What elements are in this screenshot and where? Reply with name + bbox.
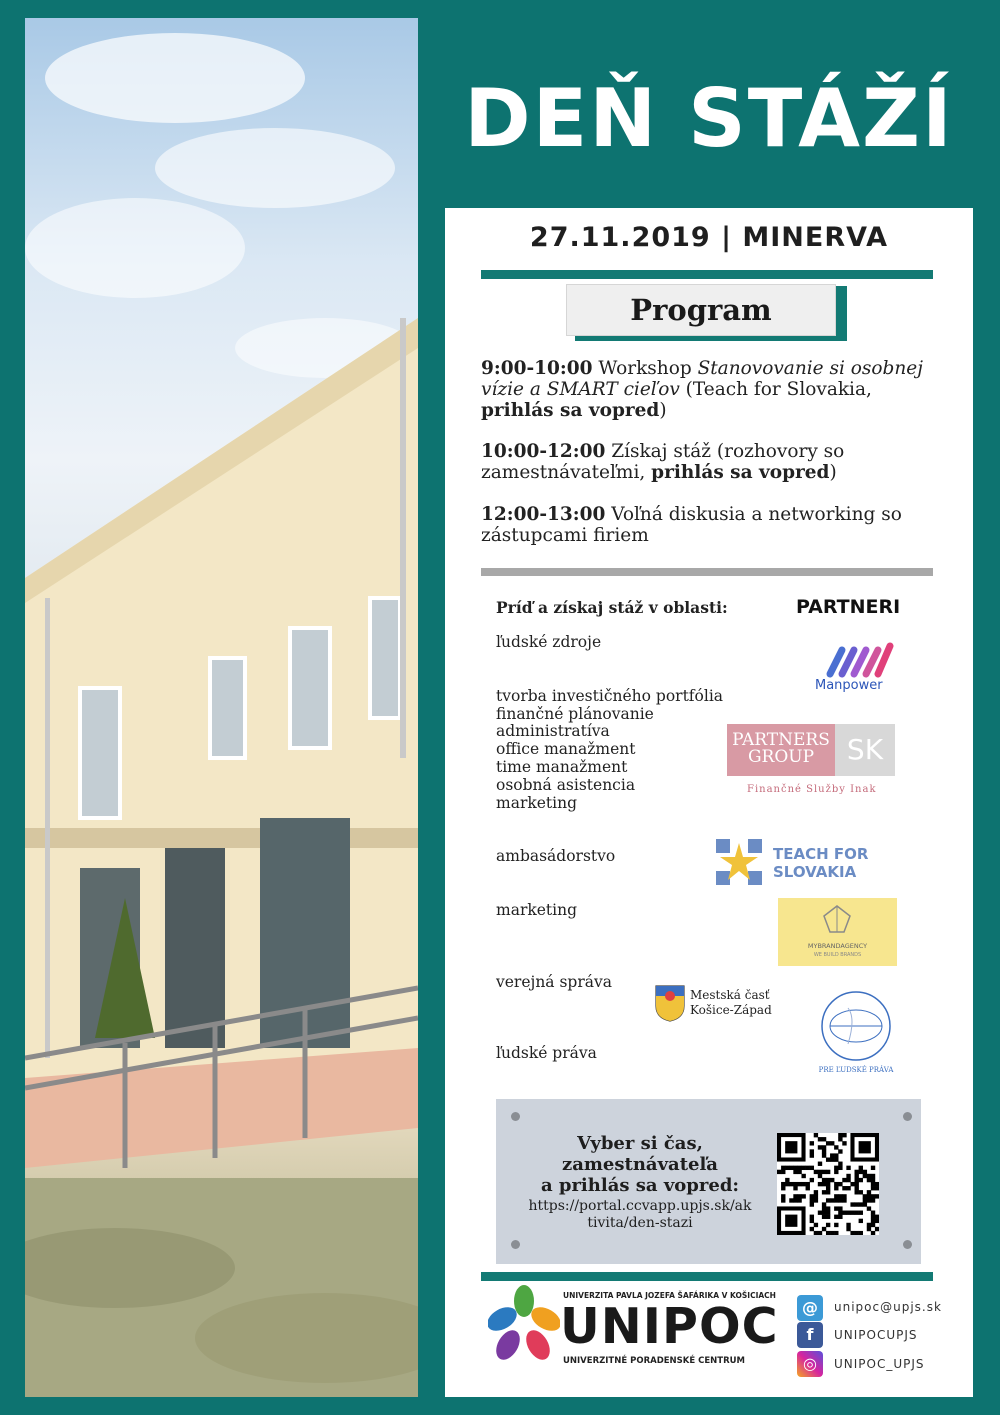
qr-code[interactable] — [777, 1133, 879, 1235]
field-item: verejná správa — [496, 973, 612, 991]
brand-emblem-icon — [778, 898, 897, 938]
teach-for-slovakia-logo: TEACH FOR SLOVAKIA — [714, 837, 874, 889]
pin-dot — [511, 1112, 520, 1121]
page-title: DEŇ STÁŽÍ — [464, 72, 954, 165]
partners-heading: PARTNERI — [796, 596, 901, 618]
field-item: ľudské zdroje — [496, 633, 602, 651]
email-icon: @ — [797, 1295, 823, 1321]
registration-link[interactable]: https://portal.ccvapp.upjs.sk/ak tivita/den-stazi — [528, 1198, 752, 1231]
field-item: ľudské práva — [496, 1044, 597, 1062]
field-item: marketing — [496, 794, 578, 812]
field-item: tvorba investičného portfólia — [496, 687, 724, 705]
human-rights-centre-logo: PRE ĽUDSKÉ PRÁVA — [808, 988, 904, 1078]
field-item: office manažment — [496, 740, 636, 758]
schedule-time: 10:00-12:00 — [481, 441, 606, 462]
field-item: administratíva — [496, 722, 610, 740]
globe-icon — [808, 988, 904, 1064]
schedule-time: 12:00-13:00 — [481, 504, 606, 525]
schedule-time: 9:00-10:00 — [481, 358, 593, 379]
unipoc-wordmark: UNIPOC — [560, 1298, 779, 1355]
divider — [481, 1272, 933, 1281]
pin-dot — [903, 1240, 912, 1249]
date-location: 27.11.2019 | MINERVA — [529, 222, 889, 253]
kosice-zapad-logo: Mestská časť Košice-Západ — [654, 984, 780, 1024]
divider — [481, 568, 933, 576]
coat-of-arms-icon — [654, 984, 686, 1022]
field-item: osobná asistencia — [496, 776, 636, 794]
field-item: ambasádorstvo — [496, 847, 616, 865]
pin-dot — [903, 1112, 912, 1121]
schedule-item-3: 12:00-13:00 Voľná diskusia a networking so zástupcami firiem — [481, 504, 902, 546]
registration-text: Vyber si čas, zamestnávateľa a prihlás sa vopred: https://portal.ccvapp.upjs.sk/ak tivita/den-stazi — [520, 1133, 760, 1232]
mybrandagency-logo: MYBRANDAGENCY WE BUILD BRANDS — [778, 898, 897, 966]
program-label: Program — [566, 284, 836, 336]
field-item: finančné plánovanie — [496, 705, 654, 723]
building-photo — [25, 18, 418, 1397]
qr-code-icon — [777, 1133, 879, 1235]
partners-group-logo: PARTNERS GROUP SK Finančné Služby Inak — [727, 724, 895, 800]
schedule-item-1: 9:00-10:00 Workshop Stanovovanie si osobnej vízie a SMART cieľov (Teach for Slovakia, prihlás sa vopred) — [481, 358, 923, 421]
instagram-icon: ◎ — [797, 1351, 823, 1377]
university-name: UNIVERZITA PAVLA JOZEFA ŠAFÁRIKA V KOŠICIACH — [563, 1291, 776, 1300]
manpower-logo: Manpower — [812, 640, 902, 700]
facebook-icon: f — [797, 1322, 823, 1348]
divider — [481, 270, 933, 279]
manpower-icon — [812, 640, 902, 680]
star-icon — [714, 837, 764, 887]
facebook-link[interactable]: UNIPOCUPJS — [834, 1328, 918, 1342]
unipoc-subtitle: UNIVERZITNÉ PORADENSKÉ CENTRUM — [563, 1356, 746, 1366]
flower-icon — [488, 1283, 560, 1365]
instagram-link[interactable]: UNIPOC_UPJS — [834, 1357, 925, 1371]
pin-dot — [511, 1240, 520, 1249]
unipoc-flower-logo — [488, 1283, 560, 1365]
field-item: marketing — [496, 901, 578, 919]
fields-heading: Príď a získaj stáž v oblasti: — [496, 598, 728, 617]
schedule-item-2: 10:00-12:00 Získaj stáž (rozhovory so zamestnávateľmi, prihlás sa vopred) — [481, 441, 845, 483]
field-item: time manažment — [496, 758, 628, 776]
email-link[interactable]: unipoc@upjs.sk — [834, 1300, 942, 1314]
